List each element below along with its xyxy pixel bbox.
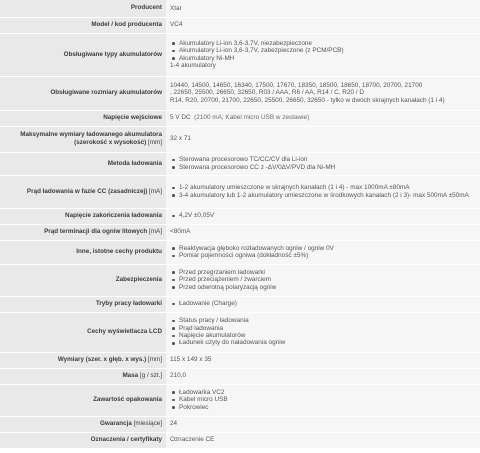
spec-key: Napięcie zakończenia ładowania	[0, 208, 166, 224]
spec-value	[166, 175, 480, 208]
spec-key: Gwarancja [miesiące]	[0, 416, 166, 432]
spec-value	[166, 264, 480, 296]
spec-key: Metoda ładowania	[0, 152, 166, 175]
list-item: Przed odwrotną polaryzacją ogniw	[179, 284, 476, 291]
list-item: Przed przeciążeniem / zwarciem	[179, 276, 476, 283]
spec-value	[166, 312, 480, 352]
bullet-list	[170, 300, 476, 307]
list-item: Akumulatory Ni-MH	[179, 55, 476, 62]
table-row	[0, 352, 480, 368]
spec-value: 115 x 149 x 35	[166, 352, 480, 368]
spec-key: Zawartość opakowania	[0, 384, 166, 416]
spec-value: Oznaczenie CE	[166, 432, 480, 448]
table-row	[0, 152, 480, 175]
table-row	[0, 17, 480, 33]
bullet-list	[170, 212, 476, 219]
spec-key: Producent	[0, 0, 166, 17]
spec-value: 24	[166, 416, 480, 432]
table-row	[0, 264, 480, 296]
list-item: 3-4 akumulatory lub 1-2 akumulatory umieszczone w środkowych kanałach (2 i 3)- max 500mA ±50mA	[179, 192, 476, 199]
spec-key: Prąd ładowania w fazie CC (zasadniczej) [mA]	[0, 175, 166, 208]
spec-key: Inne, istotne cechy produktu	[0, 240, 166, 264]
spec-key: Model / kod producenta	[0, 17, 166, 33]
spec-key: Cechy wyświetlacza LCD	[0, 312, 166, 352]
list-item: Ładowanie (Charge)	[179, 300, 476, 307]
bullet-list	[170, 317, 476, 347]
spec-value	[166, 76, 480, 110]
table-row	[0, 0, 480, 17]
list-item: Kabel micro USB	[179, 396, 476, 403]
table-row	[0, 384, 480, 416]
sizes-line: 10440, 14500, 14650, 16340, 17500, 17670, 18350, 18500, 18650, 18700, 20700, 21700	[170, 81, 423, 89]
spec-value	[166, 152, 480, 175]
bullet-list	[170, 269, 476, 291]
table-row	[0, 110, 480, 126]
list-item: Napięcie akumulatorów	[179, 332, 476, 339]
list-item: Sterowana procesorowo CC z -ΔV/0ΔV/PVD dla Ni-MH	[179, 164, 476, 171]
table-row	[0, 208, 480, 224]
bullet-list	[170, 40, 476, 62]
table-row	[0, 432, 480, 448]
list-item: Akumulatory Li-ion 3,6-3,7V, niezabezpieczone	[179, 40, 476, 47]
table-row	[0, 296, 480, 312]
bullet-list	[170, 184, 476, 199]
table-row	[0, 240, 480, 264]
list-item: Pomiar pojemności ogniwa (dokładność ±5%)	[179, 252, 476, 259]
table-row	[0, 76, 480, 110]
spec-value: 32 x 71	[166, 126, 480, 152]
spec-value	[166, 384, 480, 416]
table-row	[0, 33, 480, 76]
spec-note: (2100 mA; Kabel micro USB w zestawie)	[194, 114, 310, 122]
spec-key: Wymiary (szer. x głęb. x wys.) [mm]	[0, 352, 166, 368]
sizes-line: R14, R20, 20700, 21700, 22650, 25500, 26650, 32650 - tylko w dwóch skrajnych kanałach (1 i 4)	[170, 96, 445, 104]
bullet-list	[170, 156, 476, 171]
bullet-list	[170, 389, 476, 411]
table-row	[0, 126, 480, 152]
spec-value: 210,0	[166, 368, 480, 384]
spec-key: Obsługiwane rozmiary akumulatorów	[0, 76, 166, 110]
spec-value	[166, 33, 480, 76]
list-item: Przed przegrzaniem ładowarki	[179, 269, 476, 276]
list-item: 1-2 akumulatory umieszczone w skrajnych kanałach (1 i 4) - max 1000mA ±80mA	[179, 184, 476, 191]
spec-key: Zabezpieczenia	[0, 264, 166, 296]
spec-value: <80mA	[166, 224, 480, 240]
bullet-list	[170, 245, 476, 260]
list-item: 4,2V ±0,05V	[179, 212, 476, 219]
spec-key: Napięcie wejściowe	[0, 110, 166, 126]
sizes-line: , 22650, 25500, 26650, 32650, R03 / AAA, R6 / AA, R14 / C, R20 / D	[170, 89, 364, 97]
spec-key: Oznaczenia / certyfikaty	[0, 432, 166, 448]
list-item: Prąd ładowania	[179, 325, 476, 332]
list-item: Akumulatory Li-ion 3,6-3,7V, zabezpieczone (z PCM/PCB)	[179, 47, 476, 54]
spec-key: Masa [g / szt.]	[0, 368, 166, 384]
spec-value	[166, 208, 480, 224]
list-item: Status pracy / ładowania	[179, 317, 476, 324]
spec-key: Obsługiwane typy akumulatorów	[0, 33, 166, 76]
spec-key: Tryby pracy ładowarki	[0, 296, 166, 312]
spec-value: VC4	[166, 17, 480, 33]
list-item: Reaktywacja głęboko rozładowanych ogniw / ogniw 0V	[179, 245, 476, 252]
spec-value: Xtar	[166, 0, 480, 17]
spec-key: Maksymalne wymiary ładowanego akumulatora (szerokość x wysokość) [mm]	[0, 126, 166, 152]
spec-key: Prąd terminacji dla ogniw litowych [mA]	[0, 224, 166, 240]
list-item: Ładowarka VC2	[179, 389, 476, 396]
spec-value	[166, 240, 480, 264]
spec-value: 5 V DC (2100 mA; Kabel micro USB w zestawie)	[166, 110, 480, 126]
spec-value	[166, 296, 480, 312]
list-item: Sterowana procesorowo TC/CC/CV dla Li-ion	[179, 156, 476, 163]
table-row	[0, 416, 480, 432]
table-row	[0, 224, 480, 240]
table-row	[0, 312, 480, 352]
list-item: Ładunek użyty do naładowania ogniw	[179, 339, 476, 346]
spec-note: 1-4 akumulatory	[170, 61, 216, 69]
list-item: Pokrowiec	[179, 404, 476, 411]
table-row	[0, 368, 480, 384]
table-row	[0, 175, 480, 208]
